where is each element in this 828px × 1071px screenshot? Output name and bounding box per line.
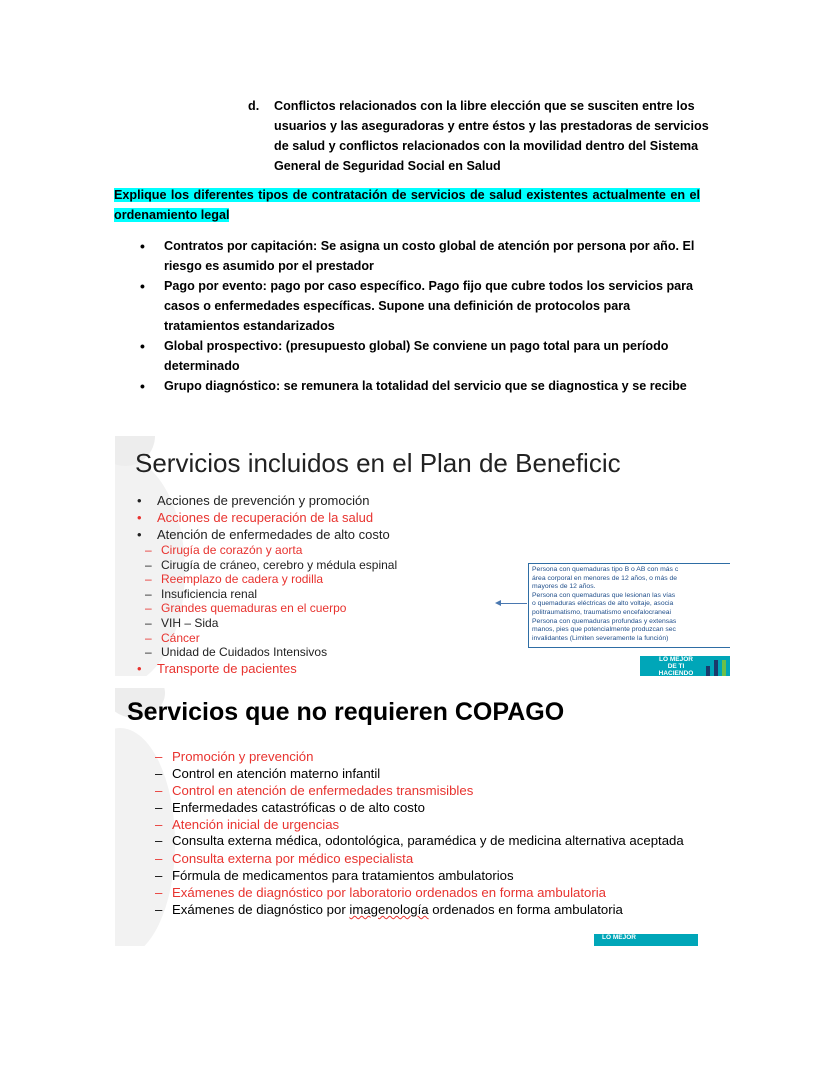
question-highlight: Explique los diferentes tipos de contratación de servicios de salud existentes actualmente en el ordenamiento legal — [114, 188, 700, 222]
answer-list — [138, 236, 708, 396]
dash-icon: – — [155, 749, 163, 764]
slide2-list — [155, 748, 697, 918]
bullet-icon: • — [137, 660, 142, 676]
dash-icon: – — [155, 766, 163, 781]
slide1-item: • Atención de enfermedades de alto costo – Cirugía de corazón y aorta – Cirugía de cráneo, cerebro y médula espinal – Reemplazo de cadera y rodilla – Insuficiencia renal – Grandes quemaduras en el cuerpo – VIH – Sida – Cáncer – Unidad de Cuidados Intensivos — [137, 527, 398, 660]
slide1-subitem: – Cáncer — [145, 630, 200, 645]
logo-bar — [722, 660, 726, 676]
dash-icon: – — [155, 783, 163, 798]
brand-logo-text: LO MEJOR DE TI HACIENDO — [658, 656, 694, 676]
slide1-item: • Acciones de recuperación de la salud — [137, 510, 374, 525]
slide1-sublist — [137, 543, 397, 660]
dash-icon: – — [145, 601, 152, 616]
bullet-icon: • — [137, 510, 142, 525]
arrow-left-icon — [495, 600, 501, 606]
dash-icon: – — [155, 817, 163, 832]
brand-logo — [640, 656, 730, 676]
callout-line: mayores de 12 años. — [532, 583, 596, 591]
slide1-subitem: – VIH – Sida — [145, 615, 219, 630]
callout-line: politraumatismo, traumatismo encefalocraneai — [532, 608, 672, 616]
dash-icon: – — [145, 543, 152, 557]
brand-logo-text: LO MEJOR — [602, 934, 636, 941]
answer-item: • Contratos por capitación: Se asigna un costo global de atención por persona por año. El riesgo es asumido por el prestador — [138, 236, 708, 276]
callout-line: área corporal en menores de 12 años, o más de — [532, 574, 678, 582]
slide2-item: – Fórmula de medicamentos para tratamientos ambulatorios — [155, 868, 514, 883]
callout-line: Persona con quemaduras que lesionan las vías — [532, 591, 676, 599]
callout-line: invalidantes (Limiten severamente la función) — [532, 634, 669, 642]
dash-icon: – — [145, 630, 152, 645]
answer-item: • Grupo diagnóstico: se remunera la totalidad del servicio que se diagnostica y se recibe — [138, 376, 708, 396]
slide1-subitem: – Unidad de Cuidados Intensivos — [145, 645, 328, 660]
dash-icon: – — [155, 851, 163, 866]
dash-icon: – — [145, 586, 152, 601]
slide1-subitem: – Reemplazo de cadera y rodilla — [145, 572, 324, 587]
callout-line: Persona con quemaduras profundas y extensas — [532, 617, 677, 625]
logo-bar — [706, 666, 710, 676]
slide2-item: – Exámenes de diagnóstico por laboratorio ordenados en forma ambulatoria — [155, 885, 606, 900]
dash-icon: – — [145, 615, 152, 630]
question-heading — [114, 185, 700, 225]
bullet-icon: • — [137, 527, 142, 542]
slide2-item: – Consulta externa médica, odontológica, paramédica y de medicina alternativa aceptada — [155, 833, 684, 848]
slide2-item: – Control en atención materno infantil — [155, 766, 381, 781]
slide1-subitem: – Cirugía de cráneo, cerebro y médula espinal — [145, 557, 398, 572]
slide1-subitem: – Cirugía de corazón y aorta — [145, 543, 303, 557]
dash-icon: – — [145, 645, 152, 660]
slide-copago — [115, 688, 698, 946]
dash-icon: – — [155, 902, 163, 917]
callout-line: o quemaduras eléctricas de alto voltaje, asocia — [532, 600, 674, 608]
slide2-item: – Exámenes de diagnóstico por imagenología ordenados en forma ambulatoria — [155, 902, 623, 917]
dash-icon: – — [155, 800, 163, 815]
slide1-subitem: – Grandes quemaduras en el cuerpo — [145, 601, 347, 616]
list-item-d — [248, 96, 718, 176]
dash-icon: – — [145, 557, 152, 572]
slide2-item: – Consulta externa por médico especialista — [155, 851, 414, 866]
slide2-item: – Control en atención de enfermedades transmisibles — [155, 783, 474, 798]
list-item-d-text: Conflictos relacionados con la libre elección que se susciten entre los usuarios y las aseguradoras y entre éstos y las prestadoras de servicios de salud y conflictos relacionados con la movilidad dentro del Sistema General de Seguridad Social en Salud — [274, 99, 709, 173]
callout-line: manos, pies que potencialmente produzcan sec — [532, 626, 676, 634]
slide-title: Servicios que no requieren COPAGO — [127, 698, 565, 726]
callout-line: Persona con quemaduras tipo B o AB con más c — [532, 566, 679, 573]
bullet-icon: • — [137, 493, 142, 508]
slide-title: Servicios incluidos en el Plan de Beneficic — [135, 448, 621, 478]
logo-bar — [714, 660, 718, 676]
slide2-item: – Enfermedades catastróficas o de alto costo — [155, 800, 425, 815]
arrow-line — [499, 603, 527, 604]
slide2-item: – Atención inicial de urgencias — [155, 817, 340, 832]
slide1-item: • Transporte de pacientes — [137, 660, 297, 676]
dash-icon: – — [145, 572, 152, 587]
answer-item: • Global prospectivo: (presupuesto global) Se conviene un pago total para un período determinado — [138, 336, 708, 376]
dash-icon: – — [155, 833, 163, 848]
list-letter: d. — [248, 99, 260, 113]
dash-icon: – — [155, 868, 163, 883]
slide-plan-beneficios — [115, 436, 730, 676]
slide1-item: • Acciones de prevención y promoción — [137, 493, 370, 508]
brand-logo — [594, 934, 698, 946]
slide1-list — [137, 492, 397, 676]
slide2-item: – Promoción y prevención — [155, 749, 314, 764]
slide1-subitem: – Insuficiencia renal — [145, 586, 258, 601]
spellcheck-word: imagenología — [349, 902, 429, 917]
dash-icon: – — [155, 885, 163, 900]
answer-item: • Pago por evento: pago por caso específico. Pago fijo que cubre todos los servicios para casos o enfermedades específicas. Supone una definición de protocolos para tratamientos estandarizados — [138, 276, 708, 336]
callout-box — [528, 563, 730, 648]
